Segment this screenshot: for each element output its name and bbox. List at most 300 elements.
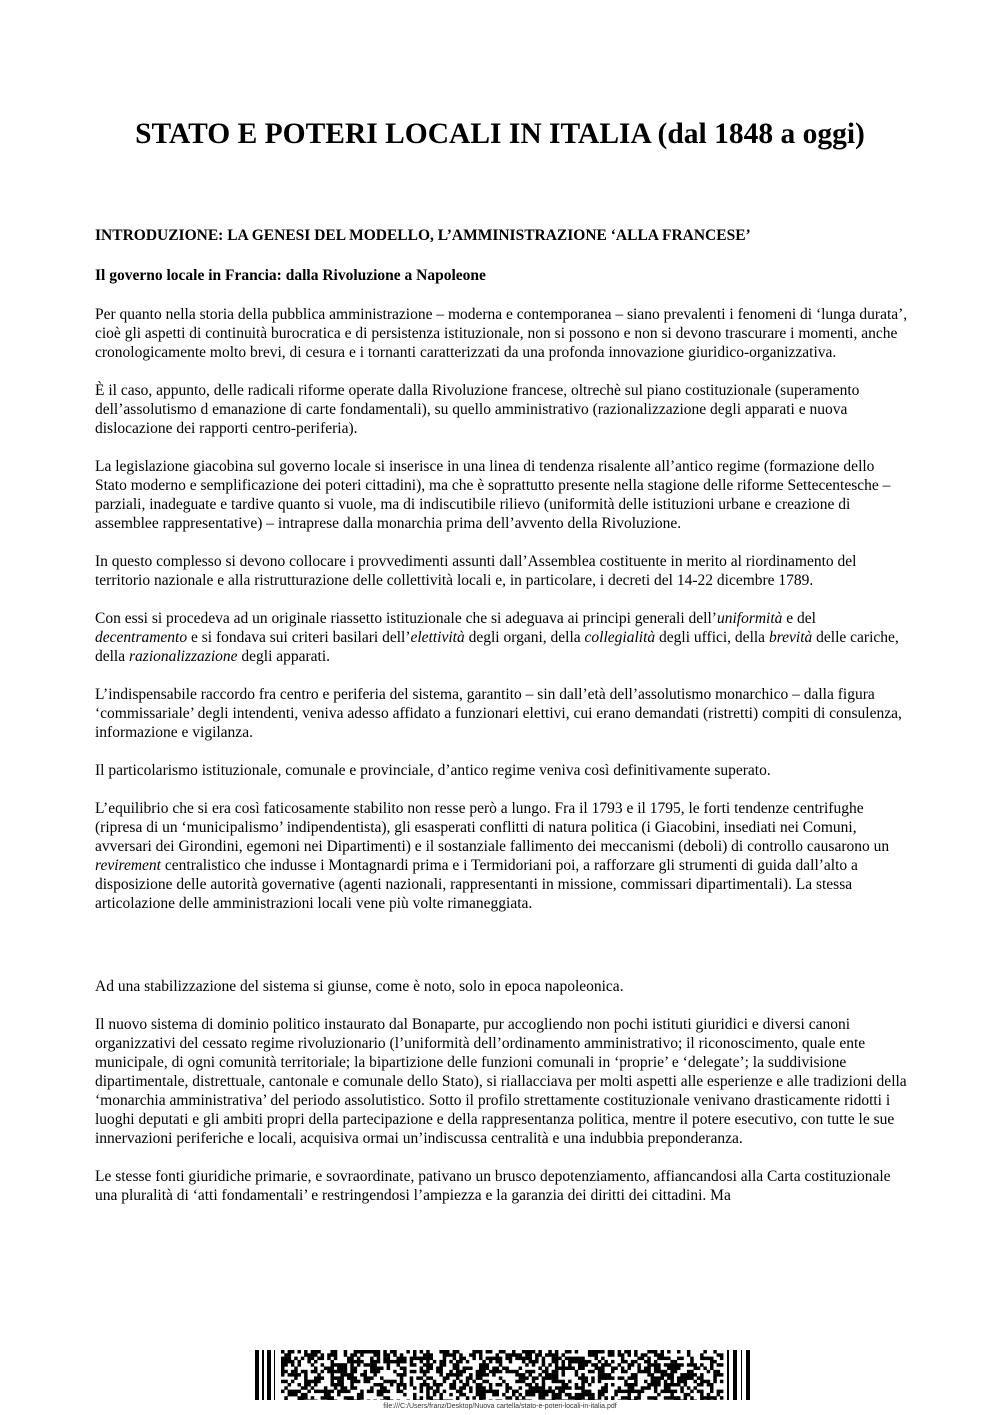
barcode-module — [453, 1383, 457, 1387]
barcode-module — [327, 1393, 331, 1397]
barcode-module — [370, 1363, 374, 1367]
barcode-module — [644, 1370, 648, 1374]
barcode-module — [482, 1373, 486, 1377]
barcode-module — [354, 1386, 358, 1390]
barcode-module — [542, 1390, 546, 1394]
barcode-module — [687, 1376, 691, 1380]
paragraph-text: centralistico che indusse i Montagnardi prima e i Termidoriani poi, a rafforzare gli strumenti di guida dall’alto a disposizione delle autorità governative (agenti nazionali, rappresentanti in missione, commissari dipartimentali). La stessa articolazione delle amministrazioni locali vene più volte rimaneggiata. — [95, 857, 858, 912]
barcode-module — [631, 1383, 635, 1387]
barcode-module — [598, 1373, 602, 1377]
barcode-module — [532, 1370, 536, 1374]
barcode-module — [373, 1363, 377, 1367]
barcode-module — [687, 1350, 691, 1354]
barcode-module — [420, 1400, 424, 1401]
barcode-module — [545, 1367, 549, 1371]
barcode-module — [604, 1390, 608, 1394]
barcode-module — [453, 1367, 457, 1371]
barcode-module — [651, 1373, 655, 1377]
barcode-module — [588, 1370, 592, 1374]
barcode-module — [298, 1400, 302, 1401]
barcode-module — [327, 1357, 331, 1361]
barcode-module — [334, 1376, 338, 1380]
barcode-module — [707, 1393, 711, 1397]
barcode-module — [598, 1360, 602, 1364]
barcode-module — [720, 1363, 724, 1367]
barcode-module — [674, 1367, 678, 1371]
barcode-module — [502, 1367, 506, 1371]
barcode-module — [410, 1376, 414, 1380]
barcode-module — [667, 1350, 671, 1354]
barcode-module — [466, 1400, 470, 1401]
barcode-module — [383, 1380, 387, 1384]
barcode-module — [347, 1373, 351, 1377]
barcode-module — [555, 1360, 559, 1364]
barcode-module — [463, 1370, 467, 1374]
barcode-module — [690, 1390, 694, 1394]
barcode-module — [515, 1370, 519, 1374]
barcode-module — [400, 1360, 404, 1364]
barcode-module — [364, 1370, 368, 1374]
barcode-module — [360, 1393, 364, 1397]
paragraph-text: L’indispensabile raccordo fra centro e periferia del sistema, garantito – sin dall’età dell’assolutismo monarchico – dalla figura ‘commissariale’ degli intendenti, veniva adesso affidato a funzionari elettivi, cui erano demandati (ristretti) compiti di consulenza, informazione e vigilanza. — [95, 686, 902, 741]
barcode-module — [357, 1350, 361, 1354]
barcode-module — [370, 1357, 374, 1361]
barcode-module — [496, 1360, 500, 1364]
barcode-module — [393, 1380, 397, 1384]
paragraph-text: La legislazione giacobina sul governo locale si inserisce in una linea di tendenza risalente all’antico regime (formazione dello Stato moderno e semplificazione dei poteri cittadini), ma che è soprattutto presente nella stagione delle riforme Settecentesche – parziali, inadeguate e tardive quanto si vuole, ma di indiscutibile rilievo (uniformità delle istituzioni urbane e creazione di assemblee rappresentative) – intraprese dalla monarchia prima dell’avvento della Rivoluzione. — [95, 458, 891, 532]
barcode-module — [690, 1373, 694, 1377]
barcode-module — [677, 1357, 681, 1361]
barcode-module — [453, 1357, 457, 1361]
barcode-module — [344, 1370, 348, 1374]
barcode-module — [558, 1390, 562, 1394]
barcode-module — [350, 1380, 354, 1384]
barcode-module — [637, 1370, 641, 1374]
barcode-module — [489, 1360, 493, 1364]
barcode-module — [486, 1350, 490, 1354]
barcode-module — [344, 1367, 348, 1371]
barcode-module — [654, 1376, 658, 1380]
paragraph-text: Per quanto nella storia della pubblica amministrazione – moderna e contemporanea – siano prevalenti i fenomeni di ‘lunga durata’, cioè gli aspetti di continuità burocratica e di persistenza istituzionale, non si possono e non si devono trascurare i momenti, anche cronologicamente molto brevi, di cesura e i tornanti caratterizzati da una profonda innovazione giuridico-organizzativa. — [95, 306, 908, 361]
barcode-module — [387, 1357, 391, 1361]
barcode-module — [585, 1363, 589, 1367]
barcode-module — [456, 1390, 460, 1394]
barcode-module — [512, 1370, 516, 1374]
barcode-module — [324, 1396, 328, 1400]
barcode-module — [568, 1357, 572, 1361]
barcode-module — [453, 1373, 457, 1377]
barcode-module — [674, 1363, 678, 1367]
barcode-module — [538, 1390, 542, 1394]
barcode-module — [479, 1376, 483, 1380]
barcode-module — [525, 1393, 529, 1397]
barcode-module — [420, 1386, 424, 1390]
barcode-module — [344, 1390, 348, 1394]
barcode-image — [255, 1350, 755, 1400]
barcode-module — [281, 1373, 285, 1377]
barcode-module — [370, 1360, 374, 1364]
barcode-module — [595, 1350, 599, 1354]
barcode-module — [690, 1400, 694, 1401]
barcode-module — [591, 1353, 595, 1357]
barcode-module — [588, 1400, 592, 1401]
barcode-module — [578, 1367, 582, 1371]
barcode-module — [301, 1396, 305, 1400]
subsection-heading: Il governo locale in Francia: dalla Rivoluzione a Napoleone — [95, 267, 486, 284]
barcode-module — [364, 1376, 368, 1380]
barcode-module — [548, 1390, 552, 1394]
barcode-module — [499, 1370, 503, 1374]
barcode-module — [538, 1373, 542, 1377]
barcode-module — [350, 1376, 354, 1380]
barcode-module — [403, 1367, 407, 1371]
barcode-module — [482, 1370, 486, 1374]
barcode-module — [581, 1360, 585, 1364]
barcode-module — [298, 1383, 302, 1387]
barcode-module — [301, 1386, 305, 1390]
barcode-module — [413, 1350, 417, 1354]
barcode-module — [334, 1370, 338, 1374]
barcode-module — [492, 1373, 496, 1377]
barcode-module — [430, 1400, 434, 1401]
barcode-module — [608, 1376, 612, 1380]
barcode-module — [304, 1373, 308, 1377]
barcode-module — [684, 1396, 688, 1400]
barcode-module — [601, 1350, 605, 1354]
emphasis-text: uniformità — [716, 610, 783, 627]
barcode-module — [687, 1353, 691, 1357]
barcode-module — [588, 1396, 592, 1400]
barcode-module — [601, 1367, 605, 1371]
barcode-module — [430, 1357, 434, 1361]
paragraph-text: degli organi, della — [464, 629, 585, 646]
barcode-module — [482, 1390, 486, 1394]
barcode-module — [311, 1357, 315, 1361]
barcode-module — [331, 1396, 335, 1400]
barcode-module — [331, 1380, 335, 1384]
barcode-module — [344, 1396, 348, 1400]
barcode-module — [654, 1360, 658, 1364]
barcode-module — [670, 1383, 674, 1387]
barcode-module — [667, 1357, 671, 1361]
barcode-module — [479, 1370, 483, 1374]
barcode-module — [456, 1367, 460, 1371]
barcode-module — [344, 1353, 348, 1357]
barcode-module — [307, 1380, 311, 1384]
barcode-module — [555, 1396, 559, 1400]
barcode-module — [426, 1396, 430, 1400]
barcode-module — [720, 1380, 724, 1384]
barcode-module — [387, 1390, 391, 1394]
barcode-module — [585, 1380, 589, 1384]
barcode-module — [657, 1353, 661, 1357]
barcode-module — [611, 1400, 615, 1401]
barcode-module — [291, 1390, 295, 1394]
barcode-module — [354, 1353, 358, 1357]
barcode-module — [542, 1376, 546, 1380]
barcode-module — [463, 1383, 467, 1387]
barcode-module — [565, 1350, 569, 1354]
barcode-module — [449, 1353, 453, 1357]
barcode-module — [327, 1370, 331, 1374]
barcode-module — [486, 1357, 490, 1361]
barcode-module — [489, 1383, 493, 1387]
barcode-module — [562, 1363, 566, 1367]
barcode-module — [492, 1367, 496, 1371]
barcode-module — [661, 1357, 665, 1361]
barcode-module — [492, 1393, 496, 1397]
barcode-module — [449, 1386, 453, 1390]
barcode-module — [529, 1386, 533, 1390]
barcode-module — [654, 1383, 658, 1387]
barcode-module — [383, 1390, 387, 1394]
barcode-module — [304, 1353, 308, 1357]
barcode-module — [466, 1383, 470, 1387]
barcode-module — [377, 1383, 381, 1387]
barcode-module — [628, 1393, 632, 1397]
barcode-module — [334, 1363, 338, 1367]
paragraph-text: degli uffici, della — [655, 629, 769, 646]
barcode-module — [479, 1363, 483, 1367]
barcode-module — [588, 1353, 592, 1357]
barcode-module — [703, 1380, 707, 1384]
barcode-module — [601, 1393, 605, 1397]
barcode-module — [637, 1363, 641, 1367]
barcode-module — [680, 1357, 684, 1361]
barcode-module — [380, 1393, 384, 1397]
barcode-module — [644, 1386, 648, 1390]
barcode-module — [522, 1360, 526, 1364]
barcode-module — [621, 1367, 625, 1371]
barcode-module — [644, 1367, 648, 1371]
barcode-module — [423, 1370, 427, 1374]
barcode-module — [340, 1367, 344, 1371]
barcode-module — [654, 1400, 658, 1401]
barcode-module — [562, 1373, 566, 1377]
barcode-module — [604, 1383, 608, 1387]
barcode-module — [512, 1393, 516, 1397]
barcode-module — [430, 1353, 434, 1357]
barcode-module — [403, 1383, 407, 1387]
barcode-module — [677, 1383, 681, 1387]
barcode-module — [614, 1390, 618, 1394]
barcode-module — [654, 1367, 658, 1371]
barcode-module — [291, 1363, 295, 1367]
barcode-module — [459, 1386, 463, 1390]
barcode-module — [344, 1386, 348, 1390]
barcode-module — [634, 1390, 638, 1394]
barcode-module — [340, 1370, 344, 1374]
barcode-module — [552, 1390, 556, 1394]
barcode-module — [631, 1360, 635, 1364]
barcode-module — [509, 1386, 513, 1390]
barcode-module — [667, 1396, 671, 1400]
barcode-module — [360, 1353, 364, 1357]
barcode-module — [545, 1400, 549, 1401]
barcode-module — [578, 1393, 582, 1397]
barcode-module — [291, 1370, 295, 1374]
barcode-module — [651, 1383, 655, 1387]
barcode-module — [647, 1373, 651, 1377]
barcode-module — [591, 1376, 595, 1380]
barcode-module — [367, 1390, 371, 1394]
barcode-module — [568, 1396, 572, 1400]
barcode-module — [390, 1383, 394, 1387]
barcode-module — [710, 1360, 714, 1364]
barcode-module — [281, 1363, 285, 1367]
barcode-module — [420, 1367, 424, 1371]
barcode-module — [489, 1357, 493, 1361]
barcode-module — [661, 1353, 665, 1357]
barcode-module — [370, 1390, 374, 1394]
barcode-module — [331, 1390, 335, 1394]
barcode-module — [575, 1370, 579, 1374]
barcode-module — [403, 1386, 407, 1390]
barcode-module — [538, 1350, 542, 1354]
barcode-module — [664, 1396, 668, 1400]
barcode-module — [281, 1367, 285, 1371]
barcode-module — [459, 1360, 463, 1364]
barcode-module — [420, 1350, 424, 1354]
barcode-module — [373, 1383, 377, 1387]
barcode-module — [430, 1376, 434, 1380]
paragraph-text: Ad una stabilizzazione del sistema si giunse, come è noto, solo in epoca napoleonica. — [95, 978, 624, 995]
barcode-module — [717, 1370, 721, 1374]
barcode-module — [426, 1367, 430, 1371]
barcode-module — [390, 1360, 394, 1364]
barcode-module — [598, 1367, 602, 1371]
barcode-module — [598, 1370, 602, 1374]
barcode-module — [476, 1393, 480, 1397]
barcode-module — [697, 1383, 701, 1387]
barcode-module — [291, 1393, 295, 1397]
barcode-module — [591, 1350, 595, 1354]
barcode-module — [631, 1363, 635, 1367]
barcode-module — [664, 1370, 668, 1374]
barcode-module — [505, 1390, 509, 1394]
barcode-module — [670, 1363, 674, 1367]
barcode-module — [670, 1373, 674, 1377]
barcode-module — [472, 1350, 476, 1354]
barcode-module — [456, 1396, 460, 1400]
barcode-module — [456, 1350, 460, 1354]
barcode-module — [707, 1357, 711, 1361]
barcode-module — [426, 1390, 430, 1394]
barcode-module — [479, 1383, 483, 1387]
barcode-module — [400, 1380, 404, 1384]
barcode-module — [466, 1360, 470, 1364]
barcode-module — [469, 1390, 473, 1394]
barcode-module — [535, 1386, 539, 1390]
barcode-module — [294, 1390, 298, 1394]
barcode-module — [717, 1353, 721, 1357]
barcode-module — [611, 1370, 615, 1374]
barcode-module — [377, 1360, 381, 1364]
barcode-module — [532, 1380, 536, 1384]
barcode-module — [654, 1363, 658, 1367]
barcode-module — [439, 1350, 443, 1354]
barcode-module — [482, 1367, 486, 1371]
barcode-module — [694, 1386, 698, 1390]
barcode-module — [690, 1396, 694, 1400]
barcode-module — [304, 1383, 308, 1387]
barcode-module — [446, 1373, 450, 1377]
barcode-module — [641, 1370, 645, 1374]
barcode-module — [350, 1357, 354, 1361]
barcode-module — [307, 1390, 311, 1394]
barcode-module — [436, 1400, 440, 1401]
barcode-module — [281, 1370, 285, 1374]
barcode-module — [476, 1370, 480, 1374]
barcode-module — [479, 1357, 483, 1361]
barcode-module — [496, 1357, 500, 1361]
barcode-module — [314, 1380, 318, 1384]
barcode-module — [482, 1360, 486, 1364]
barcode-module — [400, 1390, 404, 1394]
barcode-module — [578, 1400, 582, 1401]
barcode-module — [654, 1370, 658, 1374]
barcode-module — [383, 1350, 387, 1354]
barcode-module — [529, 1390, 533, 1394]
barcode-module — [509, 1360, 513, 1364]
barcode-module — [453, 1353, 457, 1357]
barcode-module — [680, 1386, 684, 1390]
barcode-module — [291, 1350, 295, 1354]
barcode-module — [618, 1350, 622, 1354]
barcode-module — [611, 1360, 615, 1364]
barcode-module — [472, 1380, 476, 1384]
barcode-module — [486, 1390, 490, 1394]
barcode-module — [624, 1350, 628, 1354]
barcode-module — [492, 1370, 496, 1374]
barcode-module — [641, 1390, 645, 1394]
barcode-module — [515, 1400, 519, 1401]
barcode-module — [367, 1380, 371, 1384]
barcode-module — [529, 1400, 533, 1401]
barcode-module — [515, 1390, 519, 1394]
barcode-module — [542, 1360, 546, 1364]
barcode-module — [482, 1363, 486, 1367]
barcode-module — [634, 1376, 638, 1380]
barcode-module — [354, 1370, 358, 1374]
barcode-module — [499, 1383, 503, 1387]
paragraph-text: Con essi si procedeva ad un originale riassetto istituzionale che si adeguava ai principi generali dell’ — [95, 610, 717, 627]
barcode-module — [413, 1357, 417, 1361]
barcode-module — [707, 1370, 711, 1374]
barcode-module — [568, 1360, 572, 1364]
barcode-module — [588, 1350, 592, 1354]
barcode-module — [631, 1373, 635, 1377]
barcode-module — [400, 1376, 404, 1380]
barcode-module — [423, 1363, 427, 1367]
barcode-module — [380, 1376, 384, 1380]
barcode-module — [515, 1380, 519, 1384]
barcode-module — [472, 1353, 476, 1357]
barcode-module — [400, 1367, 404, 1371]
barcode-module — [575, 1360, 579, 1364]
paragraph-text: In questo complesso si devono collocare i provvedimenti assunti dall’Assemblea costituente in merito al riordinamento del territorio nazionale e alla ristrutturazione delle collettività locali e, in particolare, i decreti del 14-22 dicembre 1789. — [95, 553, 857, 589]
barcode-module — [509, 1357, 513, 1361]
barcode-module — [654, 1350, 658, 1354]
barcode-module — [647, 1360, 651, 1364]
barcode-module — [479, 1350, 483, 1354]
barcode-module — [713, 1373, 717, 1377]
barcode-module — [548, 1353, 552, 1357]
barcode-module — [568, 1393, 572, 1397]
barcode-module — [677, 1380, 681, 1384]
barcode-module — [654, 1390, 658, 1394]
barcode-module — [700, 1396, 704, 1400]
